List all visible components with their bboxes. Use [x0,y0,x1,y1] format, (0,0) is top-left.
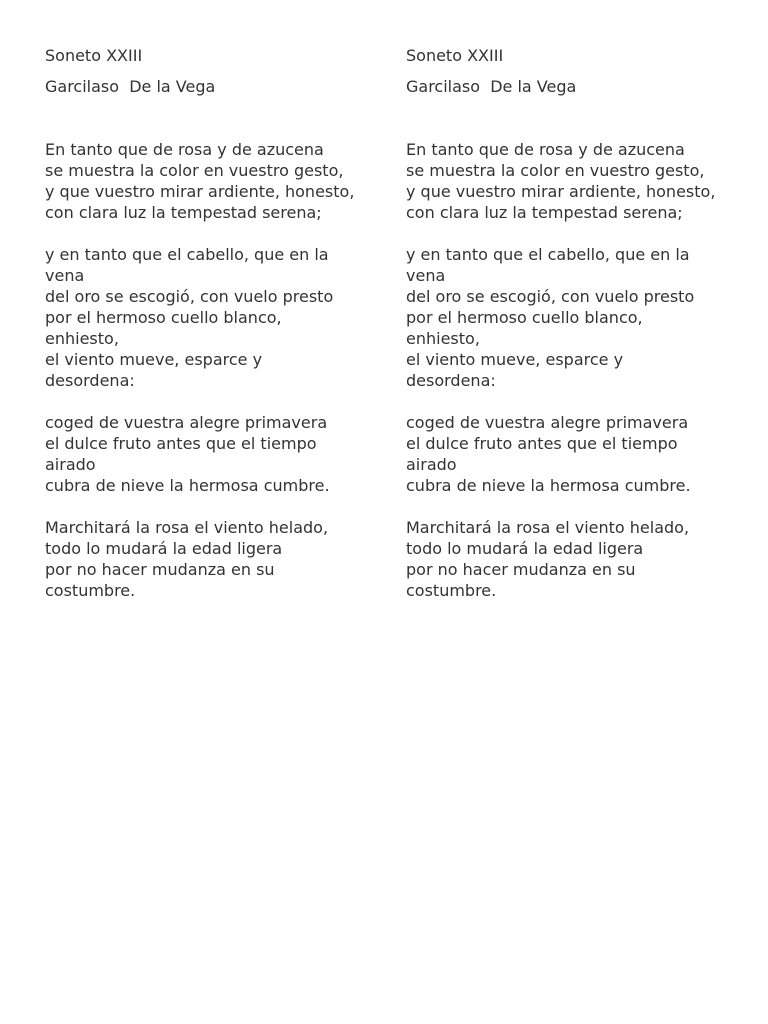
poem-stanza [45,244,375,391]
poem-line: por el hermoso cuello blanco, [45,308,282,327]
poem-line: coged de vuestra alegre primavera [406,413,689,432]
poem-line: se muestra la color en vuestro gesto, [45,161,344,180]
poem-line: se muestra la color en vuestro gesto, [406,161,705,180]
poem-line: y que vuestro mirar ardiente, honesto, [406,182,716,201]
poem-line: costumbre. [45,581,136,600]
poem-line: cubra de nieve la hermosa cumbre. [406,476,691,495]
poem-line: el viento mueve, esparce y [45,350,263,369]
poem-line: desordena: [45,371,135,390]
poem-body [406,139,736,601]
poem-line: Marchitará la rosa el viento helado, [45,518,329,537]
poem-line: airado [45,455,96,474]
poem-line: por no hacer mudanza en su [406,560,636,579]
poem-line: vena [406,266,446,285]
poem-line: con clara luz la tempestad serena; [406,203,683,222]
poem-line: por el hermoso cuello blanco, [406,308,643,327]
poem-title: Soneto XXIII [45,46,143,65]
poem-line: el dulce fruto antes que el tiempo [406,434,678,453]
poem-column-left [45,45,375,622]
poem-line: vena [45,266,85,285]
poem-body [45,139,375,601]
poem-line: todo lo mudará la edad ligera [406,539,644,558]
poem-line: coged de vuestra alegre primavera [45,413,328,432]
poem-line: del oro se escogió, con vuelo presto [406,287,695,306]
poem-stanza [406,244,736,391]
poem-line: y en tanto que el cabello, que en la [406,245,690,264]
poem-stanza [406,412,736,496]
poem-line: enhiesto, [406,329,480,348]
poem-line: En tanto que de rosa y de azucena [406,140,685,159]
poem-title: Soneto XXIII [406,46,504,65]
poem-author: Garcilaso De la Vega [45,77,216,96]
poem-line: con clara luz la tempestad serena; [45,203,322,222]
poem-stanza [45,517,375,601]
poem-line: desordena: [406,371,496,390]
poem-line: airado [406,455,457,474]
poem-line: Marchitará la rosa el viento helado, [406,518,690,537]
poem-line: y que vuestro mirar ardiente, honesto, [45,182,355,201]
poem-stanza [406,517,736,601]
poem-stanza [45,412,375,496]
poem-stanza [406,139,736,223]
poem-line: y en tanto que el cabello, que en la [45,245,329,264]
poem-author: Garcilaso De la Vega [406,77,577,96]
poem-line: el viento mueve, esparce y [406,350,624,369]
poem-line: cubra de nieve la hermosa cumbre. [45,476,330,495]
poem-stanza [45,139,375,223]
poem-line: costumbre. [406,581,497,600]
poem-line: por no hacer mudanza en su [45,560,275,579]
poem-line: enhiesto, [45,329,119,348]
poem-line: del oro se escogió, con vuelo presto [45,287,334,306]
poem-line: todo lo mudará la edad ligera [45,539,283,558]
poem-line: el dulce fruto antes que el tiempo [45,434,317,453]
poem-column-right [406,45,736,622]
poem-line: En tanto que de rosa y de azucena [45,140,324,159]
